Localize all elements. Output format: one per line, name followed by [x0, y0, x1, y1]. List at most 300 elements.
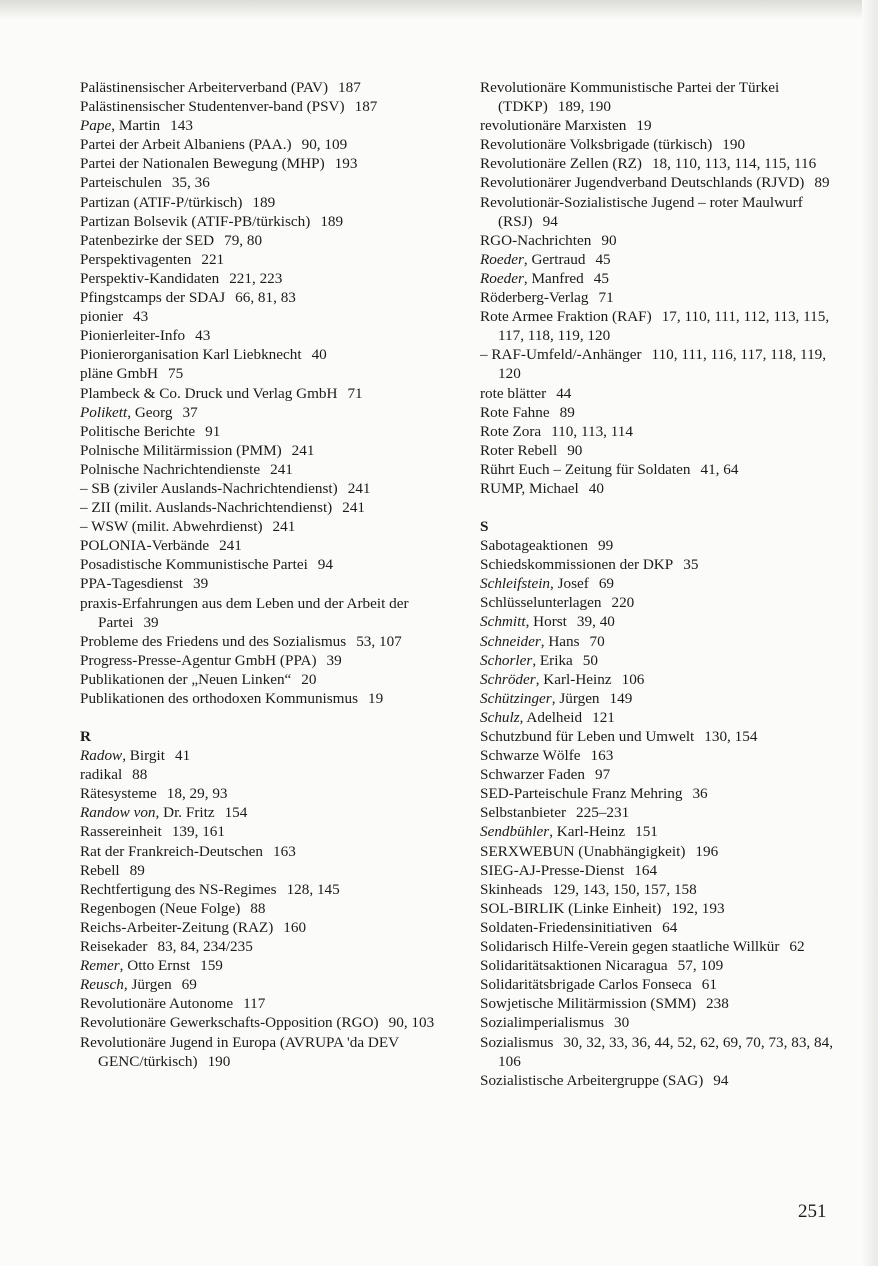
index-entry-term: Solidaritätsaktionen Nicaragua [480, 957, 668, 975]
index-entry-pages: 20 [301, 670, 317, 688]
index-entry-pages: 43 [195, 327, 211, 345]
index-entry-pages: 43 [133, 308, 149, 326]
index-entry-pages: 189 [252, 193, 276, 211]
index-entry [480, 231, 836, 250]
index-entry-pages: 88 [132, 766, 148, 784]
index-entry-pages: 241 [219, 537, 242, 555]
index-entry-term: Soldaten-Friedensinitiativen [480, 918, 653, 936]
index-entry-pages: 89 [559, 403, 575, 421]
index-entry-term: pläne GmbH [80, 365, 159, 383]
index-entry [480, 937, 836, 956]
index-entry-pages: 159 [200, 957, 223, 975]
index-entry-surname: Schneider [480, 632, 541, 650]
index-entry-pages: 94 [317, 556, 333, 574]
index-entry-term: SOL-BIRLIK (Linke Einheit) [480, 899, 662, 917]
index-entry [480, 479, 836, 498]
index-entry-term: Schwarze Wölfe [480, 747, 581, 765]
index-entry [480, 1033, 836, 1071]
index-entry-pages: 45 [595, 250, 611, 268]
index-entry-term: Rätesysteme [80, 785, 157, 803]
index-entry-pages: 189, 190 [557, 98, 611, 116]
index-entry-pages: 39 [143, 613, 159, 631]
index-entry-term: Probleme des Friedens und des Sozialismus [80, 632, 347, 650]
index-entry-pages: 83, 84, 234/235 [157, 938, 253, 956]
index-letter-heading: S [480, 518, 489, 536]
index-entry [80, 670, 440, 689]
index-entry-term: , Karl-Heinz [535, 670, 612, 688]
index-entry [80, 364, 440, 383]
index-entry [80, 822, 440, 841]
index-entry-term: Revolutionärer Jugendverband Deutschlands (RJVD) [480, 174, 805, 192]
index-entry [80, 975, 440, 994]
index-entry-pages: 190 [207, 1052, 231, 1070]
index-entry [80, 918, 440, 937]
index-entry-pages: 149 [609, 689, 633, 707]
index-entry-surname: Polikett [80, 403, 128, 421]
index-entry-term: Posadistische Kommunistische Partei [80, 556, 308, 574]
index-entry [480, 574, 836, 593]
index-entry-term: , Jürgen [551, 689, 600, 707]
index-entry-pages: 40 [588, 479, 604, 497]
index-entry-term: Schwarzer Faden [480, 766, 585, 784]
index-entry [480, 727, 836, 746]
scan-top-edge [0, 0, 878, 20]
index-entry-term: Rote Fahne [480, 403, 550, 421]
index-entry-pages: 99 [597, 537, 614, 555]
index-entry [80, 536, 440, 555]
index-entry-pages: 221, 223 [229, 269, 283, 287]
index-entry-pages: 91 [205, 422, 221, 440]
index-entry-term: Schiedskommissionen der DKP [480, 556, 674, 574]
index-entry-term: PPA-Tagesdienst [80, 575, 184, 593]
index-entry-pages: 37 [182, 403, 198, 421]
index-entry-surname: Pape [80, 117, 112, 135]
index-entry-pages: 94 [542, 212, 558, 230]
index-entry-term: Sozialismus [480, 1033, 554, 1051]
index-entry-pages: 121 [592, 708, 615, 726]
index-entry [80, 651, 440, 670]
index-entry [80, 899, 440, 918]
index-entry-term: , Horst [525, 613, 567, 631]
index-entry-term: RUMP, Michael [480, 479, 579, 497]
index-entry [480, 173, 836, 192]
index-entry-pages: 192, 193 [671, 899, 725, 917]
index-entry [480, 154, 836, 173]
index-entry [480, 632, 836, 651]
index-entry-term: Revolutionäre Jugend in Europa (AVRUPA 'da DEV GENC/türkisch) [80, 1033, 399, 1070]
index-entry [480, 612, 836, 631]
index-entry-term: Revolutionäre Kommunistische Partei der Türkei (TDKP) [480, 79, 780, 116]
index-entry-term: praxis-Erfahrungen aus dem Leben und der Arbeit der Partei [80, 594, 409, 631]
index-entry [480, 651, 836, 670]
index-entry-pages: 241 [291, 441, 315, 459]
index-entry-term: Plambeck & Co. Druck und Verlag GmbH [80, 384, 338, 402]
index-entry [480, 1013, 836, 1032]
index-entry-pages: 160 [283, 918, 307, 936]
index-entry [80, 326, 440, 345]
index-column-left [80, 78, 440, 1071]
index-entry-term: , Gertraud [523, 250, 586, 268]
index-entry-term: revolutionäre Marxisten [480, 117, 627, 135]
index-entry-pages: 189 [320, 212, 344, 230]
index-entry-pages: 196 [695, 842, 719, 860]
index-entry-pages: 117 [243, 995, 266, 1013]
index-entry [80, 746, 440, 765]
index-entry [80, 193, 440, 212]
index-entry-pages: 79, 80 [224, 231, 263, 249]
index-entry [80, 441, 440, 460]
index-entry-pages: 53, 107 [356, 632, 402, 650]
index-entry-pages: 69 [598, 575, 615, 593]
index-entry-term: Parteischulen [80, 174, 162, 192]
index-entry-term: Sowjetische Militärmission (SMM) [480, 995, 696, 1013]
index-entry-term: , Dr. Fritz [155, 804, 215, 822]
index-entry [480, 422, 836, 441]
index-entry [480, 78, 836, 116]
index-entry-pages: 193 [334, 155, 358, 173]
index-entry [480, 803, 836, 822]
index-entry-pages: 39, 40 [576, 613, 615, 631]
index-entry-pages: 187 [338, 79, 361, 96]
index-entry-term: , Jürgen [123, 976, 172, 994]
index-entry [80, 173, 440, 192]
index-entry-term: POLONIA-Verbände [80, 537, 210, 555]
index-entry-term: , Karl-Heinz [549, 823, 626, 841]
index-entry-pages: 90, 103 [388, 1014, 435, 1032]
index-entry [80, 116, 440, 135]
index-entry-term: Partizan (ATIF-P/türkisch) [80, 193, 243, 211]
index-entry-pages: 57, 109 [677, 957, 724, 975]
index-entry-pages: 70 [589, 632, 605, 650]
index-entry [480, 345, 836, 383]
index-entry-term: Palästinensischer Studentenver-band (PSV) [80, 98, 345, 116]
index-entry [80, 956, 440, 975]
index-entry [480, 822, 836, 841]
index-entry-term: Revolutionäre Volksbrigade (türkisch) [480, 136, 713, 154]
index-entry-term: , Otto Ernst [119, 957, 191, 975]
index-entry-term: Schlüsselunterlagen [480, 594, 602, 612]
index-entry [80, 1013, 440, 1032]
index-entry [480, 842, 836, 861]
index-entry-term: Sozialimperialismus [480, 1014, 605, 1032]
index-entry-pages: 151 [635, 823, 658, 841]
index-entry-term: Publikationen des orthodoxen Kommunismus [80, 690, 359, 707]
index-entry-pages: 41, 64 [700, 460, 739, 478]
index-entry-pages: 64 [662, 918, 678, 936]
index-entry-pages: 94 [713, 1071, 729, 1089]
index-entry [480, 441, 836, 460]
index-entry-surname: Schützinger [480, 689, 552, 707]
index-entry-term: , Georg [127, 403, 173, 421]
page-number: 251 [798, 1201, 827, 1222]
index-entry-pages: 143 [170, 117, 193, 135]
index-entry [480, 765, 836, 784]
index-entry [480, 384, 836, 403]
index-entry-pages: 220 [611, 594, 635, 612]
index-entry-term: Reichs-Arbeiter-Zeitung (RAZ) [80, 918, 274, 936]
index-entry [480, 708, 836, 727]
index-entry [480, 880, 836, 899]
index-entry-term: Revolutionäre Autonome [80, 995, 234, 1013]
index-entry [80, 460, 440, 479]
index-entry [480, 994, 836, 1013]
index-entry [80, 154, 440, 173]
index-entry-term: Revolutionäre Zellen (RZ) [480, 155, 642, 173]
index-entry-term: radikal [80, 766, 123, 784]
index-entry-pages: 106 [621, 670, 645, 688]
index-entry-surname: Schleifstein [480, 575, 551, 593]
index-entry-term: Rührt Euch – Zeitung für Soldaten [480, 460, 691, 478]
index-entry [480, 956, 836, 975]
index-entry-pages: 139, 161 [171, 823, 225, 841]
index-entry-surname: Reusch [80, 976, 124, 994]
index-entry [480, 1071, 836, 1090]
index-entry [80, 345, 440, 364]
index-entry-pages: 225–231 [576, 804, 630, 822]
index-entry [80, 689, 440, 708]
index-entry-term: Polnische Nachrichtendienste [80, 460, 261, 478]
index-entry-term: Roter Rebell [480, 441, 558, 459]
index-entry [80, 422, 440, 441]
index-entry-pages: 30, 32, 33, 36, 44, 52, 62, 69, 70, 73, 83, 84, 106 [498, 1033, 833, 1070]
index-entry-pages: 39 [193, 575, 209, 593]
index-entry [480, 861, 836, 880]
index-entry-term: Pfingstcamps der SDAJ [80, 289, 226, 307]
index-entry [80, 555, 440, 574]
index-entry-pages: 35, 36 [171, 174, 210, 192]
index-entry-term: , Erika [532, 651, 573, 669]
index-entry [480, 536, 836, 555]
index-entry-term: – WSW (milit. Abwehrdienst) [80, 518, 263, 536]
index-entry [480, 269, 836, 288]
index-entry-pages: 69 [181, 976, 197, 994]
index-entry-term: Palästinensischer Arbeiterverband (PAV) [80, 79, 329, 96]
index-entry-pages: 241 [270, 460, 293, 478]
index-entry-pages: 90 [601, 231, 617, 249]
index-entry [480, 250, 836, 269]
index-entry-pages: 50 [582, 651, 598, 669]
scan-right-edge [862, 0, 878, 1266]
index-entry [80, 994, 440, 1013]
index-entry-pages: 45 [593, 269, 609, 287]
index-entry [80, 632, 440, 651]
index-entry-term: Schutzbund für Leben und Umwelt [480, 728, 695, 745]
index-entry-pages: 36 [692, 785, 708, 803]
index-entry-pages: 110, 111, 116, 117, 118, 119, 120 [498, 346, 827, 383]
index-entry-term: Pionierleiter-Info [80, 327, 186, 345]
index-entry-surname: Schröder [480, 670, 536, 688]
index-entry [80, 269, 440, 288]
index-entry-pages: 71 [347, 384, 363, 402]
index-entry [80, 78, 440, 97]
index-entry [480, 899, 836, 918]
index-entry-term: Reisekader [80, 938, 148, 956]
index-entry-pages: 163 [273, 842, 296, 860]
index-entry [80, 384, 440, 403]
index-entry-pages: 61 [701, 976, 717, 994]
index-entry-surname: Randow von [80, 804, 156, 822]
index-entry [80, 803, 440, 822]
index-entry-pages: 35 [683, 556, 699, 574]
index-entry-pages: 129, 143, 150, 157, 158 [552, 880, 697, 898]
index-entry-pages: 238 [706, 995, 729, 1013]
index-entry-term: , Birgit [122, 747, 165, 765]
index-entry-pages: 190 [722, 136, 746, 154]
index-entry-term: Solidaritätsbrigade Carlos Fonseca [480, 976, 692, 994]
index-entry-term: Perspektiv-Kandidaten [80, 269, 220, 287]
index-entry-term: Perspektivagenten [80, 250, 192, 268]
index-entry-pages: 128, 145 [286, 880, 340, 898]
index-entry-pages: 40 [311, 346, 327, 364]
index-entry-pages: 241 [272, 518, 296, 536]
index-entry-term: Selbstanbieter [480, 804, 567, 822]
index-entry-term: SERXWEBUN (Unabhängigkeit) [480, 842, 686, 860]
index-entry-pages: 18, 110, 113, 114, 115, 116 [651, 155, 817, 173]
index-entry-pages: 71 [598, 289, 614, 307]
index-entry-term: Sozialistische Arbeitergruppe (SAG) [480, 1071, 704, 1089]
index-entry-term: Rechtfertigung des NS-Regimes [80, 880, 277, 898]
index-entry [80, 842, 440, 861]
index-entry-pages: 75 [168, 365, 184, 383]
index-entry [80, 517, 440, 536]
index-entry-term: – ZII (milit. Auslands-Nachrichtendienst) [80, 499, 333, 517]
index-entry-term: Rassereinheit [80, 823, 162, 841]
index-entry-term: , Josef [550, 575, 589, 593]
index-entry-pages: 241 [342, 499, 365, 517]
index-entry-pages: 163 [590, 747, 614, 765]
index-entry-surname: Remer [80, 957, 120, 975]
index-entry-pages: 241 [347, 479, 371, 497]
index-entry-term: Politische Berichte [80, 422, 196, 440]
index-entry [480, 918, 836, 937]
index-entry [480, 746, 836, 765]
index-entry-pages: 97 [595, 766, 611, 784]
index-entry-pages: 17, 110, 111, 112, 113, 115, 117, 118, 119, 120 [498, 308, 830, 345]
index-entry-surname: Schulz [480, 708, 520, 726]
index-entry-pages: 164 [634, 861, 658, 879]
index-entry-term: Partizan Bolsevik (ATIF-PB/türkisch) [80, 212, 311, 230]
index-entry-term: Skinheads [480, 880, 543, 898]
index-entry-pages: 19 [636, 117, 652, 135]
index-entry [480, 689, 836, 708]
index-entry-term: SIEG-AJ-Presse-Dienst [480, 861, 625, 879]
index-entry-term: , Manfred [523, 269, 584, 287]
index-entry-pages: 130, 154 [704, 728, 758, 745]
index-entry-pages: 19 [368, 690, 384, 707]
index-entry-term: rote blätter [480, 384, 547, 402]
index-entry-term: Progress-Presse-Agentur GmbH (PPA) [80, 651, 317, 669]
index-entry-term: , Martin [111, 117, 161, 135]
index-entry [480, 593, 836, 612]
index-entry [80, 97, 440, 116]
index-entry-pages: 30 [614, 1014, 630, 1032]
index-entry-term: Regenbogen (Neue Folge) [80, 899, 241, 917]
index-entry-term: , Hans [540, 632, 580, 650]
index-entry [80, 212, 440, 231]
index-entry-surname: Sendbühler [480, 823, 550, 841]
index-entry-term: Polnische Militärmission (PMM) [80, 441, 282, 459]
index-entry-term: Rote Zora [480, 422, 542, 440]
index-entry-pages: 187 [354, 98, 378, 116]
index-entry [480, 307, 836, 345]
index-entry-pages: 221 [201, 250, 225, 268]
index-entry [80, 498, 440, 517]
index-entry [480, 784, 836, 803]
index-entry [80, 288, 440, 307]
index-entry-term: Patenbezirke der SED [80, 231, 215, 249]
index-entry [80, 250, 440, 269]
index-entry [480, 135, 836, 154]
index-entry-term: , Adelheid [519, 708, 583, 726]
index-entry [80, 765, 440, 784]
index-entry-pages: 110, 113, 114 [551, 422, 633, 440]
index-entry [80, 231, 440, 250]
index-entry-term: Publikationen der „Neuen Linken“ [80, 670, 292, 688]
index-entry-surname: Schmitt [480, 613, 526, 631]
index-entry-term: Rat der Frankreich-Deutschen [80, 842, 264, 860]
index-entry [480, 403, 836, 422]
index-entry-pages: 89 [129, 861, 145, 879]
index-entry-term: Partei der Nationalen Bewegung (MHP) [80, 155, 325, 173]
index-entry-term: Rebell [80, 861, 120, 879]
index-column-right [480, 78, 836, 1090]
index-entry [80, 594, 440, 632]
index-entry [480, 193, 836, 231]
index-entry-pages: 90, 109 [301, 136, 348, 154]
index-entry [480, 460, 836, 479]
index-entry [480, 975, 836, 994]
index-entry-pages: 62 [789, 938, 805, 956]
index-entry [80, 403, 440, 422]
index-entry [80, 135, 440, 154]
index-entry-surname: Schorler [480, 651, 533, 669]
index-entry-pages: 66, 81, 83 [235, 289, 296, 307]
index-entry-term: Revolutionär-Sozialistische Jugend – roter Maulwurf (RSJ) [480, 193, 803, 230]
index-entry-surname: Radow [80, 747, 123, 765]
index-entry-surname: Roeder [480, 250, 524, 268]
index-entry [80, 861, 440, 880]
index-entry-term: pionier [80, 308, 124, 326]
index-entry [480, 116, 836, 135]
index-entry-term: – RAF-Umfeld/-Anhänger [480, 346, 642, 364]
index-letter-heading: R [80, 728, 91, 746]
index-entry [480, 288, 836, 307]
index-entry-pages: 39 [326, 651, 342, 669]
index-entry-term: – SB (ziviler Auslands-Nachrichtendienst) [80, 479, 338, 497]
index-entry-surname: Roeder [480, 269, 524, 287]
index-entry-pages: 41 [174, 747, 191, 765]
index-entry-term: Sabotageaktionen [480, 537, 588, 555]
index-entry-pages: 89 [814, 174, 830, 192]
index-entry-pages: 18, 29, 93 [166, 785, 228, 803]
index-entry-term: SED-Parteischule Franz Mehring [480, 785, 683, 803]
index-entry [80, 880, 440, 899]
index-entry-pages: 90 [567, 441, 583, 459]
index-entry-term: Revolutionäre Gewerkschafts-Opposition (RGO) [80, 1014, 379, 1032]
index-entry [80, 574, 440, 593]
index-entry [480, 555, 836, 574]
index-entry [80, 937, 440, 956]
index-entry [80, 307, 440, 326]
index-entry-term: Röderberg-Verlag [480, 289, 589, 307]
index-entry [80, 784, 440, 803]
index-entry-term: Pionierorganisation Karl Liebknecht [80, 346, 302, 364]
index-entry-pages: 88 [250, 899, 266, 917]
index-entry [480, 670, 836, 689]
index-entry-term: Partei der Arbeit Albaniens (PAA.) [80, 136, 292, 154]
index-entry-term: Solidarisch Hilfe-Verein gegen staatliche Willkür [480, 938, 780, 956]
index-entry-term: RGO-Nachrichten [480, 231, 592, 249]
